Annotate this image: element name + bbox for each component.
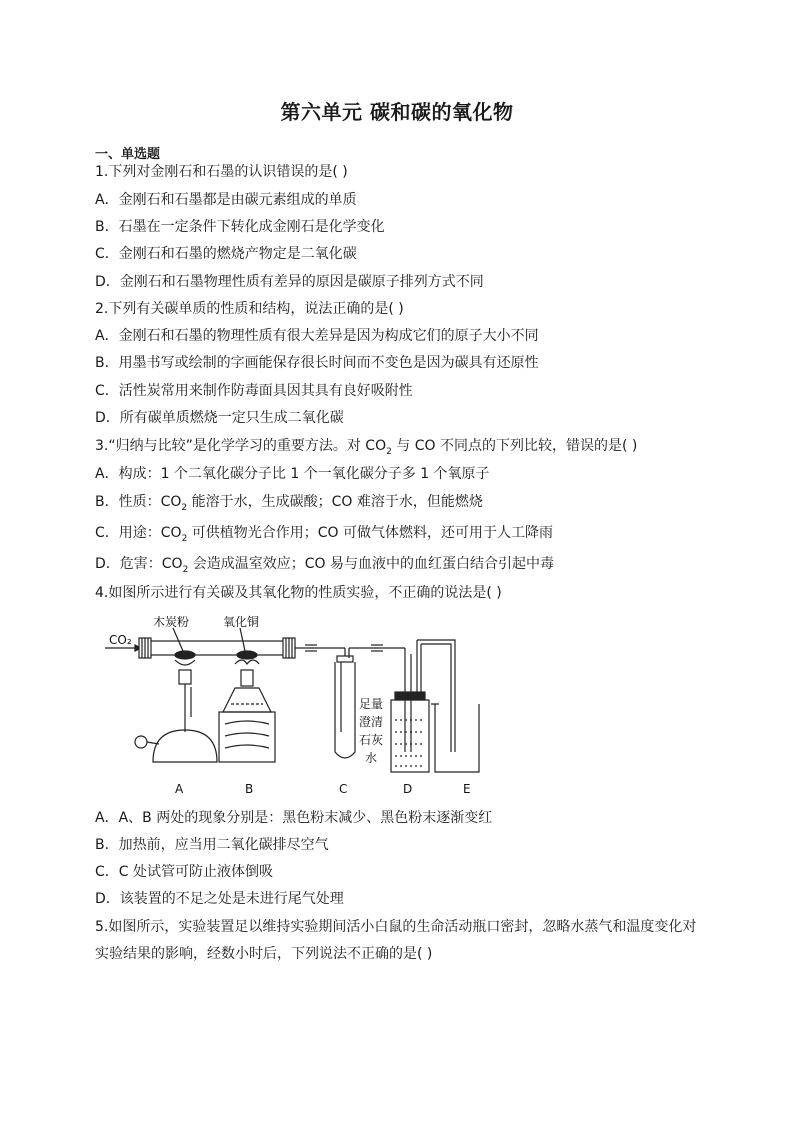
flame-a xyxy=(175,660,195,665)
q1-option-c: C．金刚石和石墨的燃烧产物定是二氧化碳 xyxy=(95,246,357,262)
reaction-tube xyxy=(147,641,287,655)
q3-option-d: D．危害：$CO_2$ 会造成温室效应；CO 易与血液中的血红蛋白结合引起中毒 xyxy=(95,556,555,575)
valve-knob-a xyxy=(135,736,147,748)
flame-b xyxy=(235,660,259,664)
q5-stem-line1: 5.如图所示，实验装置足以维持实验期间活小白鼠的生命活动瓶口密封，忽略水蒸气和温度变化对 xyxy=(95,919,697,935)
q2-stem: 2.下列有关碳单质的性质和结构，说法正确的是( ) xyxy=(95,301,404,317)
section-heading: 一、单选题 xyxy=(95,147,161,162)
q1-option-a: A．金刚石和石墨都是由碳元素组成的单质 xyxy=(95,192,357,208)
limewater-label-4: 水 xyxy=(365,751,378,765)
lamp-wick-b xyxy=(241,670,253,686)
q4-option-b: B．加热前，应当用二氧化碳排尽空气 xyxy=(95,837,329,853)
q2-option-d: D．所有碳单质燃烧一定只生成二氧化碳 xyxy=(95,410,344,426)
wooden-block-b xyxy=(219,712,275,762)
washing-bottle-d xyxy=(391,700,429,772)
q4-option-c: C．C 处试管可防止液体倒吸 xyxy=(95,864,274,880)
apparatus-label-a: A xyxy=(175,782,184,796)
test-tube-c xyxy=(335,662,355,758)
limewater-label-1: 足量 xyxy=(359,697,384,711)
gas-canister-a xyxy=(153,730,217,762)
charcoal-powder xyxy=(175,651,195,659)
q3-option-b: B．性质：$CO_2$ 能溶于水，生成碳酸；CO 难溶于水，但能燃烧 xyxy=(95,494,483,513)
q2-option-b: B．用墨书写或绘制的字画能保存很长时间而不变色是因为碳具有还原性 xyxy=(95,355,539,371)
copper-oxide-powder xyxy=(237,651,257,659)
q3-option-c: C．用途：$CO_2$ 可供植物光合作用；CO 可做气体燃料，还可用于人工降雨 xyxy=(95,525,554,544)
q4-stem: 4.如图所示进行有关碳及其氧化物的性质实验，不正确的说法是( ) xyxy=(95,585,502,601)
apparatus-label-c: C xyxy=(339,782,348,796)
bottle-stopper-d xyxy=(395,692,425,700)
q1-option-d: D．金刚石和石墨物理性质有差异的原因是碳原子排列方式不同 xyxy=(95,274,484,290)
apparatus-figure xyxy=(95,612,515,802)
limewater-label-3: 石灰 xyxy=(359,733,384,747)
q5-stem-line2: 实验结果的影响，经数小时后，下列说法不正确的是( ) xyxy=(95,946,433,962)
q4-option-d: D．该装置的不足之处是未进行尾气处理 xyxy=(95,891,344,907)
q2-option-a: A．金刚石和石墨的物理性质有很大差异是因为构成它们的原子大小不同 xyxy=(95,328,539,344)
apparatus-label-e: E xyxy=(463,782,471,796)
alcohol-lamp-b xyxy=(223,688,271,712)
q2-option-c: C．活性炭常用来制作防毒面具因其具有良好吸附性 xyxy=(95,383,413,399)
co2-label: CO₂ xyxy=(109,633,132,647)
beaker-e xyxy=(435,704,479,772)
q3-option-a: A．构成：1 个二氧化碳分子比 1 个一氧化碳分子多 1 个氧原子 xyxy=(95,466,490,482)
limewater-label-2: 澄清 xyxy=(359,715,384,729)
q1-option-b: B．石墨在一定条件下转化成金刚石是化学变化 xyxy=(95,219,385,235)
page-title: 第六单元 碳和碳的氧化物 xyxy=(280,100,514,124)
q4-option-a: A．A、B 两处的现象分别是：黑色粉末减少、黑色粉末逐渐变红 xyxy=(95,810,493,826)
apparatus-label-d: D xyxy=(403,782,413,796)
q1-stem: 1.下列对金刚石和石墨的认识错误的是( ) xyxy=(95,164,348,180)
charcoal-label: 木炭粉 xyxy=(153,615,190,629)
apparatus-label-b: B xyxy=(245,782,254,796)
copper-oxide-label: 氧化铜 xyxy=(223,615,260,629)
burner-head-a xyxy=(179,670,191,684)
q3-stem: 3.“归纳与比较”是化学学习的重要方法。对 $CO_2$ 与 CO 不同点的下列比较，错误的是( ) xyxy=(95,438,638,457)
